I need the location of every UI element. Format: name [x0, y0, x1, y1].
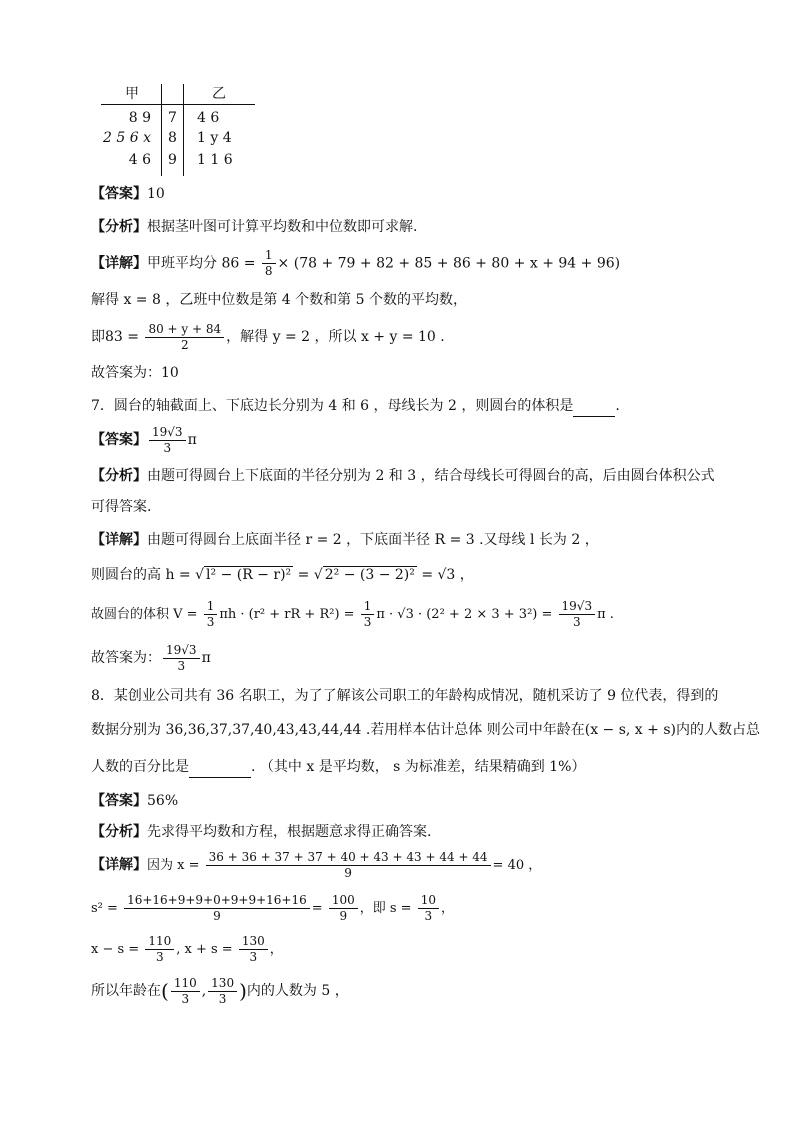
q8-question-line3: [91, 757, 585, 778]
stem-leaf-divider-right: [183, 84, 184, 176]
q8-detail-line3: [91, 932, 283, 968]
q8-d3-b: , x + s =: [176, 942, 233, 957]
q6-final: 故答案为：10: [91, 365, 179, 381]
q8-d2-eq: =: [311, 901, 323, 916]
q6-d3-pre: 即83 =: [91, 329, 139, 345]
q8-answer: 56%: [147, 793, 179, 809]
q8-d4-post: 内的人数为 5 ，: [246, 983, 349, 999]
q8-d4-pre: 所以年龄在: [91, 983, 161, 999]
q7-final-fraction: $\frac{19√3}{3}$: [163, 643, 200, 674]
q8-sd-value: $\frac{10}{3}$: [418, 893, 439, 924]
q7-d3-mid2: π · √3 · (2² + 2 × 3 + 3²) =: [376, 607, 553, 622]
close-paren: ): [239, 979, 247, 1003]
stem-leaf-head-right: 乙: [212, 86, 226, 102]
q7-d3-pre: 故圆台的体积 V =: [91, 607, 198, 622]
answer-tag: 【答案】: [91, 186, 147, 202]
sqrt-symbol: √: [313, 567, 323, 583]
sqrt-symbol: √: [195, 567, 205, 583]
q7-question-end: .: [615, 398, 620, 414]
q8-d3-post: ，: [269, 942, 283, 957]
leaf-right-row3: 1 1 6: [197, 152, 233, 168]
q7-analysis-line2: 可得答案.: [91, 499, 152, 515]
q7-analysis1: 由题可得圆台上下底面的半径分别为 2 和 3 ，结合母线长可得圆台的高，后由圆台体积公式: [147, 468, 715, 484]
q8-q2-pre: 数据分别为 36,36,37,37,40,43,43,44,44 .若用样本估计总体 则公司中年龄在: [91, 722, 585, 738]
q7-answer-pi: π: [187, 432, 197, 448]
leaf-right-row2: 1 y 4: [197, 130, 232, 146]
q8-interval-high: $\frac{130}{3}$: [208, 976, 237, 1007]
detail-tag: 【详解】: [91, 255, 147, 272]
q7-d2-eq: =: [297, 567, 310, 583]
stem-leaf-divider-left: [161, 84, 162, 176]
stem-row1: 7: [168, 110, 177, 126]
q8-detail-line2: [91, 891, 454, 927]
q7-answer-fraction: $\frac{19√3}{3}$: [149, 425, 186, 456]
q6-detail-line2: 解得 x = 8 ，乙班中位数是第 4 个数和第 5 个数的平均数，: [91, 292, 467, 308]
q6-analysis: 根据茎叶图可计算平均数和中位数即可求解.: [147, 219, 418, 235]
q8-upper-bound: $\frac{130}{3}$: [239, 934, 268, 965]
q6-d3-post: ，解得 y = 2 ，所以 x + y = 10 .: [226, 329, 445, 345]
q7-detail-line2: [91, 565, 474, 585]
q7-d3-frac3: $\frac{19√3}{3}$: [559, 599, 596, 630]
q6-detail-line3: [91, 320, 445, 354]
q6-answer-line: [91, 184, 165, 204]
stem-leaf-plot: [95, 84, 255, 176]
q8-detail-line1: [91, 847, 541, 884]
q7-d2-pre: 则圆台的高 h =: [91, 567, 191, 583]
leaf-left-row2: 2 5 6 x: [103, 130, 151, 146]
leaf-left-row1: 8 9: [128, 110, 151, 126]
q8-question-line2: [91, 720, 760, 740]
q7-d3-frac2: $\frac{1}{3}$: [361, 599, 375, 630]
q8-d1-post: = 40 ，: [492, 858, 542, 873]
q8-q3-post: . （其中 x 是平均数， s 为标准差，结果精确到 1%）: [251, 759, 586, 775]
q8-detail-line4: 所以年龄在( $\frac{110}{3}$ , $\frac{130}{3}$ )内的人数为 5 ，: [91, 975, 349, 1006]
q6-detail-pre: 甲班平均分 86 =: [147, 255, 256, 272]
q8-var-value: $\frac{100}{9}$: [329, 893, 358, 924]
stem-leaf-header-rule: [101, 104, 255, 105]
q8-analysis-line: [91, 822, 431, 842]
q8-d2-pre: s² =: [91, 901, 118, 916]
q8-d2-post: ，: [440, 901, 454, 916]
q7-d3-mid: πh · (r² + rR + R²) =: [219, 607, 355, 622]
detail-tag: 【详解】: [91, 532, 147, 548]
answer-tag: 【答案】: [91, 793, 147, 809]
q7-d3-frac1: $\frac{1}{3}$: [204, 599, 218, 630]
analysis-tag: 【分析】: [91, 824, 147, 840]
q7-answer-line: [91, 422, 197, 458]
q8-answer-blank[interactable]: [189, 757, 251, 778]
q6-d3-fraction: $\frac{80 + y + 84}{2}$: [145, 322, 224, 353]
q8-interval: (x − s, x + s): [584, 722, 676, 738]
q8-analysis: 先求得平均数和方程，根据题意求得正确答案.: [147, 824, 432, 840]
q8-d2-mid: ，即 s =: [359, 901, 412, 916]
q8-d3-a: x − s =: [91, 942, 140, 957]
q7-d2-radical2: 2² − (3 − 2)²: [324, 567, 415, 583]
q6-detail-line1: [91, 248, 620, 279]
q6-answer: 10: [147, 186, 165, 202]
q7-d3-end: π .: [597, 607, 614, 622]
q7-d2-radical1: l² − (R − r)²: [206, 567, 292, 583]
stem-row2: 8: [168, 130, 177, 146]
stem-row3: 9: [168, 152, 177, 168]
q6-fraction-one-eighth: $\frac{1}{8}$: [262, 248, 276, 279]
q7-d2-post: = √3 ，: [421, 567, 474, 583]
q8-answer-line: [91, 791, 178, 811]
q8-d1-pre: 因为 x =: [147, 858, 200, 873]
answer-tag: 【答案】: [91, 432, 147, 448]
q8-interval-low: $\frac{110}{3}$: [171, 976, 200, 1007]
q8-lower-bound: $\frac{110}{3}$: [145, 934, 174, 965]
open-paren: (: [161, 979, 169, 1003]
detail-tag: 【详解】: [91, 857, 147, 873]
q7-question-text: 7．圆台的轴截面上、下底边长分别为 4 和 6 ，母线长为 2 ，则圆台的体积是: [91, 398, 574, 414]
q8-mean-fraction: $\frac{36 + 36 + 37 + 37 + 40 + 43 + 43 + 44 + 44}{9}$: [206, 850, 491, 881]
q8-question-line1: 8．某创业公司共有 36 名职工，为了了解该公司职工的年龄构成情况，随机采访了 9 位代表，得到的: [91, 688, 719, 704]
analysis-tag: 【分析】: [91, 219, 147, 235]
q8-q2-post: 内的人数占总: [675, 722, 760, 738]
q7-detail-line1: [91, 530, 599, 550]
q8-var-fraction: $\frac{16+16+9+9+0+9+9+16+16}{9}$: [124, 893, 310, 924]
q6-detail-sum: × (78 + 79 + 82 + 85 + 86 + 80 + x + 94 + 96): [277, 255, 621, 272]
q7-question: [91, 396, 620, 417]
leaf-left-row3: 4 6: [128, 152, 151, 168]
q7-final-pre: 故答案为：: [91, 650, 161, 666]
q7-answer-blank[interactable]: [573, 396, 615, 417]
q6-analysis-line: [91, 217, 417, 237]
q8-q3-pre: 人数的百分比是: [91, 759, 189, 775]
q7-detail-line3: [91, 598, 614, 632]
stem-leaf-head-left: 甲: [125, 86, 139, 102]
q7-d1: 由题可得圆台上底面半径 r = 2 ，下底面半径 R = 3 .又母线 l 长为 2 ，: [147, 532, 599, 548]
analysis-tag: 【分析】: [91, 468, 147, 484]
leaf-right-row1: 4 6: [197, 110, 220, 126]
q7-final-line: [91, 640, 211, 676]
q7-final-pi: π: [201, 650, 211, 666]
q7-analysis-line1: [91, 466, 715, 486]
